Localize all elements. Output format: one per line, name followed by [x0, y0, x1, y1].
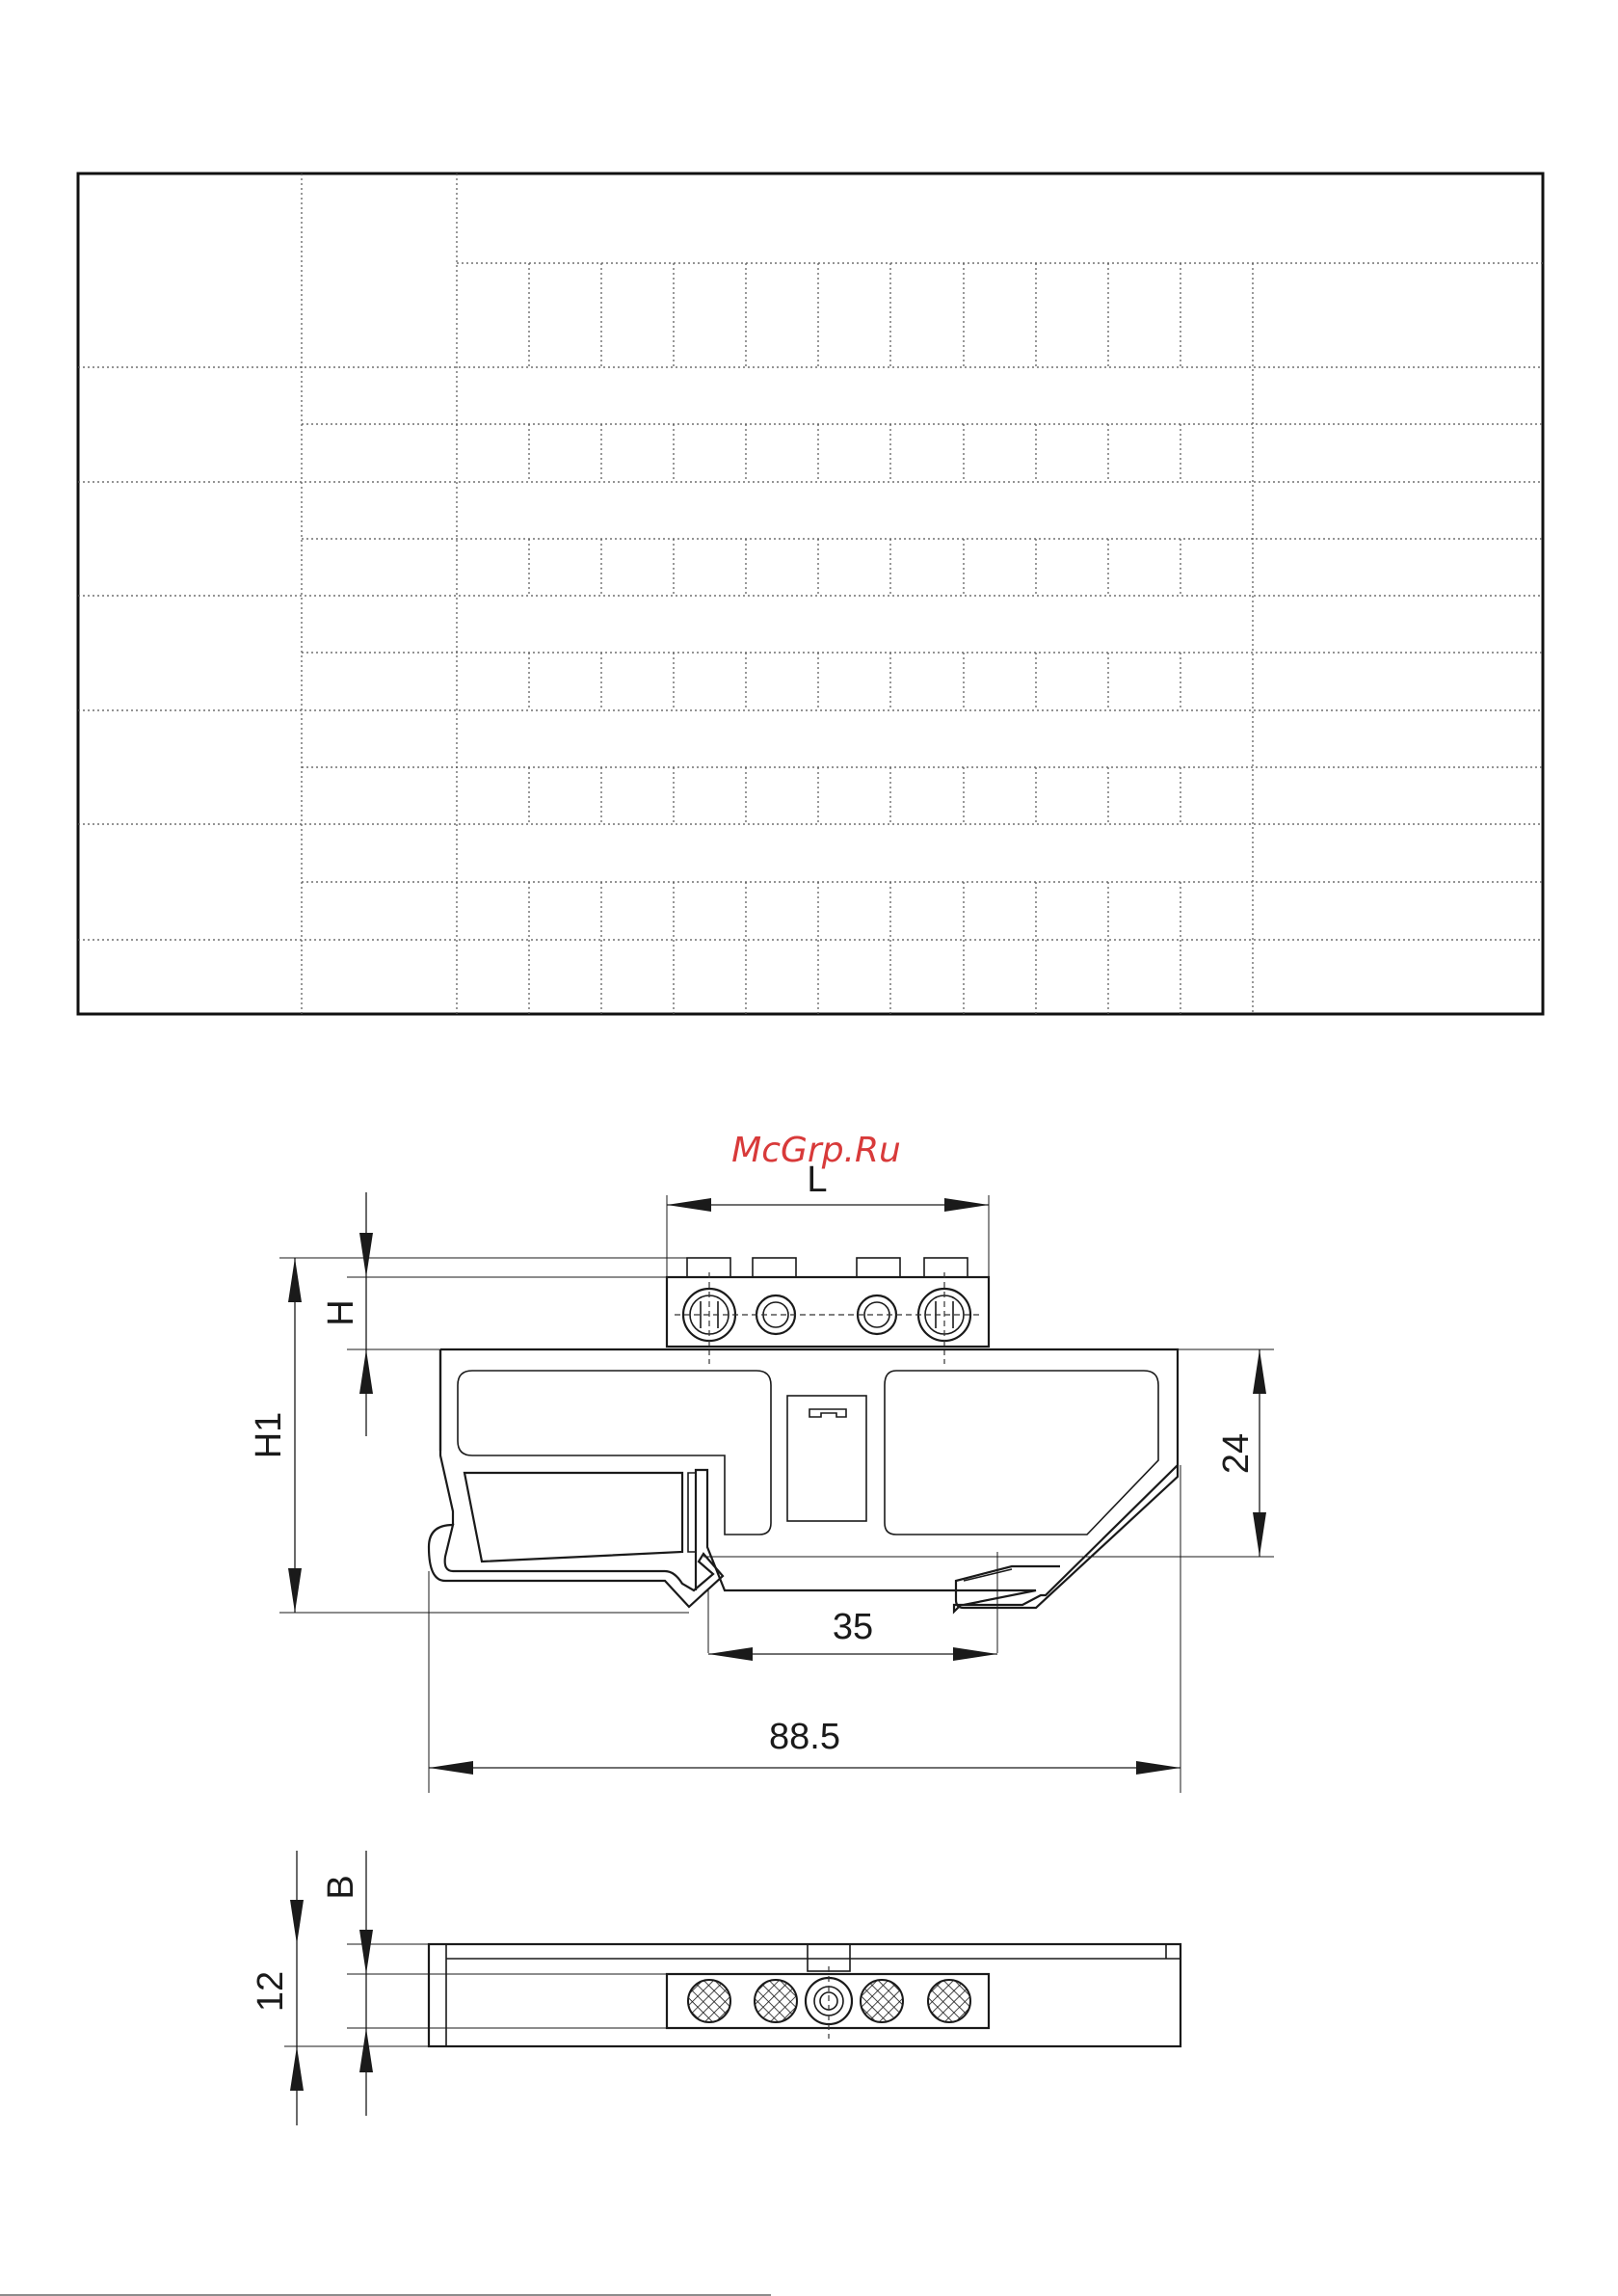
table-gridlines — [78, 174, 1543, 1014]
dim-height-label: H — [321, 1299, 361, 1326]
header-column-lines — [529, 263, 1180, 367]
side-view-dimensions — [251, 1851, 667, 2125]
front-view-dimensions — [249, 1160, 1274, 1793]
spec-table — [78, 174, 1543, 1014]
dim-rail-height: 24 — [1216, 1432, 1257, 1475]
dim-length-label: L — [807, 1160, 828, 1200]
dim-width-label: B — [321, 1875, 361, 1900]
side-view-drawing — [429, 1944, 1180, 2046]
front-view-drawing — [429, 1258, 1274, 1653]
watermark: McGrp.Ru — [731, 1131, 901, 1170]
terminal-block — [667, 1258, 989, 1364]
dim-overall-width: 88.5 — [769, 1717, 840, 1757]
dim-rail-width: 35 — [832, 1607, 874, 1647]
body-column-lines — [529, 424, 1180, 1014]
dim-side-height: 12 — [251, 1970, 291, 2013]
table-border — [78, 174, 1543, 1014]
dim-total-height-label: H1 — [249, 1411, 289, 1459]
